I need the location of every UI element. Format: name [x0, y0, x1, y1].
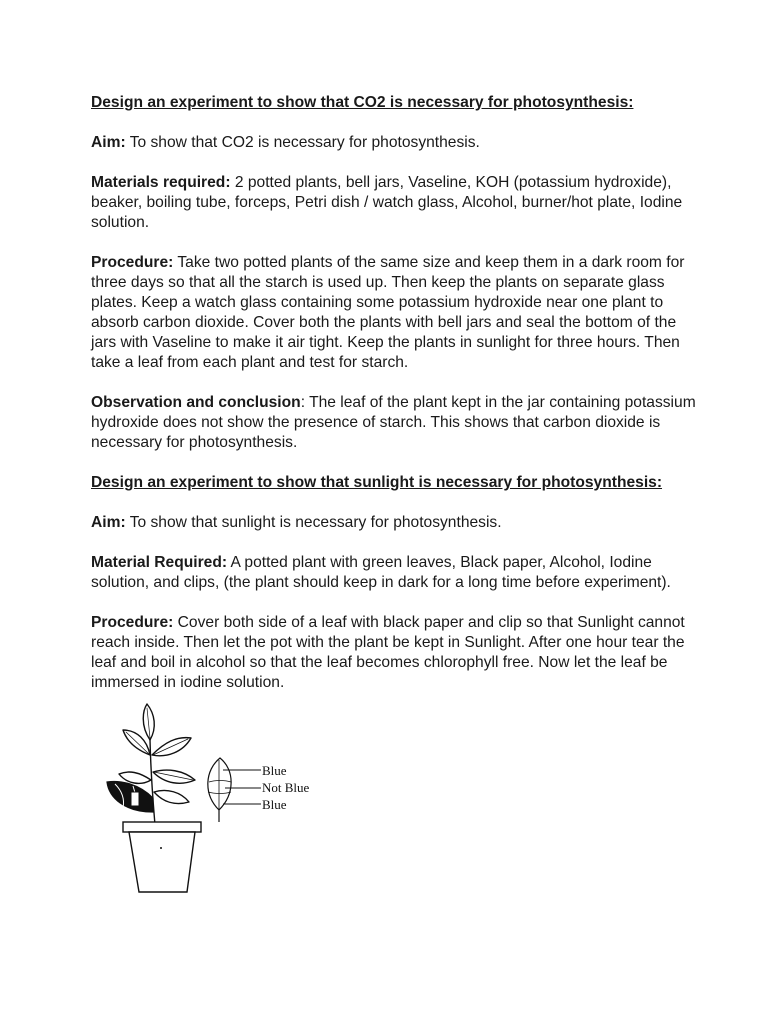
- pot-body: [129, 832, 195, 892]
- sunlight-procedure: [91, 613, 701, 693]
- black-paper-leaf: [107, 782, 153, 812]
- sunlight-aim-text: To show that sunlight is necessary for photosynthesis.: [125, 514, 502, 531]
- co2-materials-text: 2 potted plants, bell jars, Vaseline, KOH (potassium hydroxide), beaker, boiling tube, forceps, Petri dish / watch glass, Alcohol, burner/hot plate, Iodine solution.: [91, 174, 683, 231]
- co2-procedure-text: Take two potted plants of the same size and keep them in a dark room for three days so that all the starch is used up. Then keep the plants on separate glass plates. Keep a watch glass containing some potassium hydroxide near one plant to absorb carbon dioxide. Cover both the plants with bell jars and seal the bottom of the jars with Vaseline to make it air tight. Keep the plants in sunlight for three hours. Then take a leaf from each plant and test for starch.: [91, 254, 685, 371]
- plant-leaf: [119, 772, 151, 783]
- label-not-blue: Not Blue: [262, 780, 310, 795]
- plant-leaf: [154, 790, 189, 803]
- sunlight-materials-text: A potted plant with green leaves, Black paper, Alcohol, Iodine solution, and clips, (the plant should keep in dark for a long time before experiment).: [91, 554, 671, 591]
- sunlight-aim: [91, 513, 701, 533]
- co2-materials-label: Materials required:: [91, 174, 231, 191]
- plant-leaf: [153, 770, 195, 783]
- co2-observation-text: : The leaf of the plant kept in the jar containing potassium hydroxide does not show the presence of starch. This shows that carbon dioxide is necessary for photosynthesis.: [91, 394, 696, 451]
- co2-aim: [91, 133, 701, 153]
- co2-procedure-label: Procedure:: [91, 254, 174, 271]
- plant-diagram: [95, 700, 315, 905]
- heading-co2-experiment: Design an experiment to show that CO2 is necessary for photosynthesis:: [91, 94, 634, 111]
- sunlight-materials: [91, 553, 701, 593]
- co2-observation-label: Observation and conclusion: [91, 394, 301, 411]
- sunlight-procedure-text: Cover both side of a leaf with black paper and clip so that Sunlight cannot reach inside. Then let the pot with the plant be kept in Sunlight. After one hour tear the leaf and boil in alcohol so that the leaf becomes chlorophyll free. Now let the leaf be immersed in iodine solution.: [91, 614, 685, 691]
- label-blue-bottom: Blue: [262, 797, 287, 812]
- document-body: [91, 93, 701, 693]
- tested-leaf: [208, 758, 231, 822]
- pot-rim: [123, 822, 201, 832]
- heading-sunlight-experiment: Design an experiment to show that sunlight is necessary for photosynthesis:: [91, 474, 663, 491]
- sunlight-procedure-label: Procedure:: [91, 614, 174, 631]
- label-blue-top: Blue: [262, 763, 287, 778]
- co2-observation: [91, 393, 701, 453]
- co2-aim-label: Aim:: [91, 134, 126, 151]
- plant-leaf: [143, 704, 154, 740]
- co2-materials: [91, 173, 701, 233]
- sunlight-materials-label: Material Required:: [91, 554, 228, 571]
- co2-aim-text: To show that CO2 is necessary for photosynthesis.: [125, 134, 480, 151]
- sunlight-aim-label: Aim:: [91, 514, 126, 531]
- co2-procedure: [91, 253, 701, 373]
